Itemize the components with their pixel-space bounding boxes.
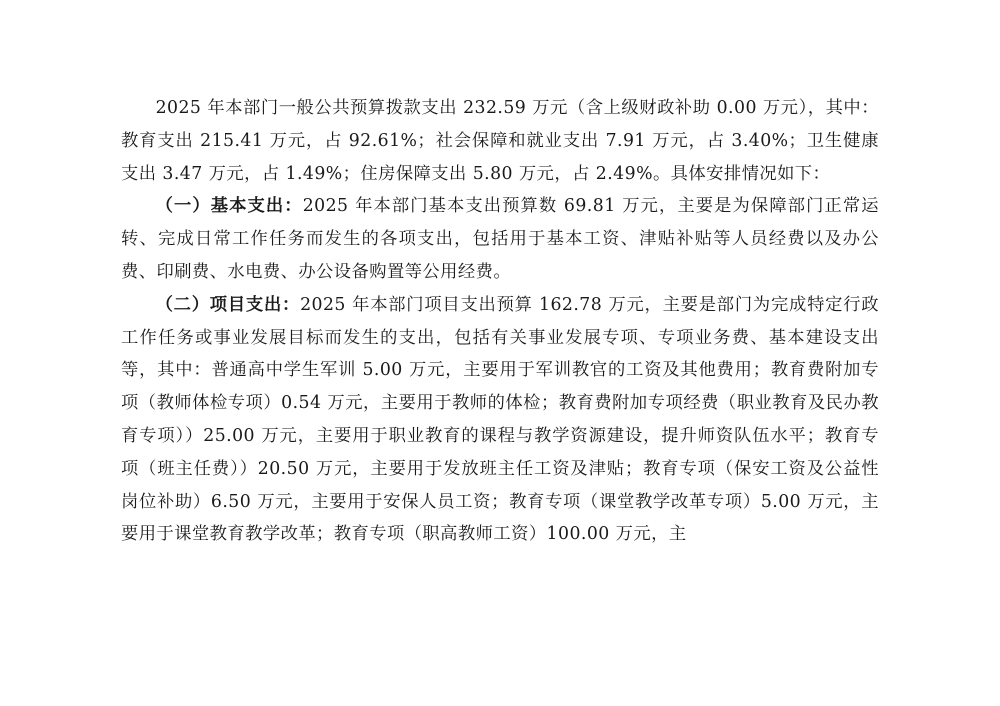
heading-project-expenditure: （二）项目支出： [155, 294, 301, 315]
paragraph-summary-text: 2025 年本部门一般公共预算拨款支出 232.59 万元（含上级财政补助 0.00 万元），其中：教育支出 215.41 万元，占 92.61%；社会保障和就业支出 7.91 万元，占 3.40%；卫生健康支出 3.47 万元，占 1.49%；住房保障支出 5.80 万元，占 2.49%。具体安排情况如下： [121, 98, 879, 184]
paragraph-summary [121, 92, 879, 190]
document-body [121, 92, 879, 551]
paragraph-basic-expenditure-text: 2025 年本部门基本支出预算数 69.81 万元，主要是为保障部门正常运转、完成日常工作任务而发生的各项支出，包括用于基本工资、津贴补贴等人员经费以及办公费、印刷费、水电费、办公设备购置等公用经费。 [121, 196, 879, 282]
paragraph-basic-expenditure [121, 190, 879, 288]
heading-basic-expenditure: （一）基本支出： [155, 196, 303, 217]
paragraph-project-expenditure [121, 289, 879, 551]
paragraph-project-expenditure-text: 2025 年本部门项目支出预算 162.78 万元，主要是部门为完成特定行政工作任务或事业发展目标而发生的支出，包括有关事业发展专项、专项业务费、基本建设支出等，其中：普通高中学生军训 5.00 万元，主要用于军训教官的工资及其他费用；教育费附加专项（教师体检专项）0.54 万元，主要用于教师的体检；教育费附加专项经费（职业教育及民办教育专项））25.00 万元，主要用于职业教育的课程与教学资源建设，提升师资队伍水平；教育专项（班主任费））20.50 万元，主要用于发放班主任工资及津贴；教育专项（保安工资及公益性岗位补助）6.50 万元，主要用于安保人员工资；教育专项（课堂教学改革专项）5.00 万元，主要用于课堂教育教学改革；教育专项（职高教师工资）100.00 万元，主 [121, 294, 879, 545]
